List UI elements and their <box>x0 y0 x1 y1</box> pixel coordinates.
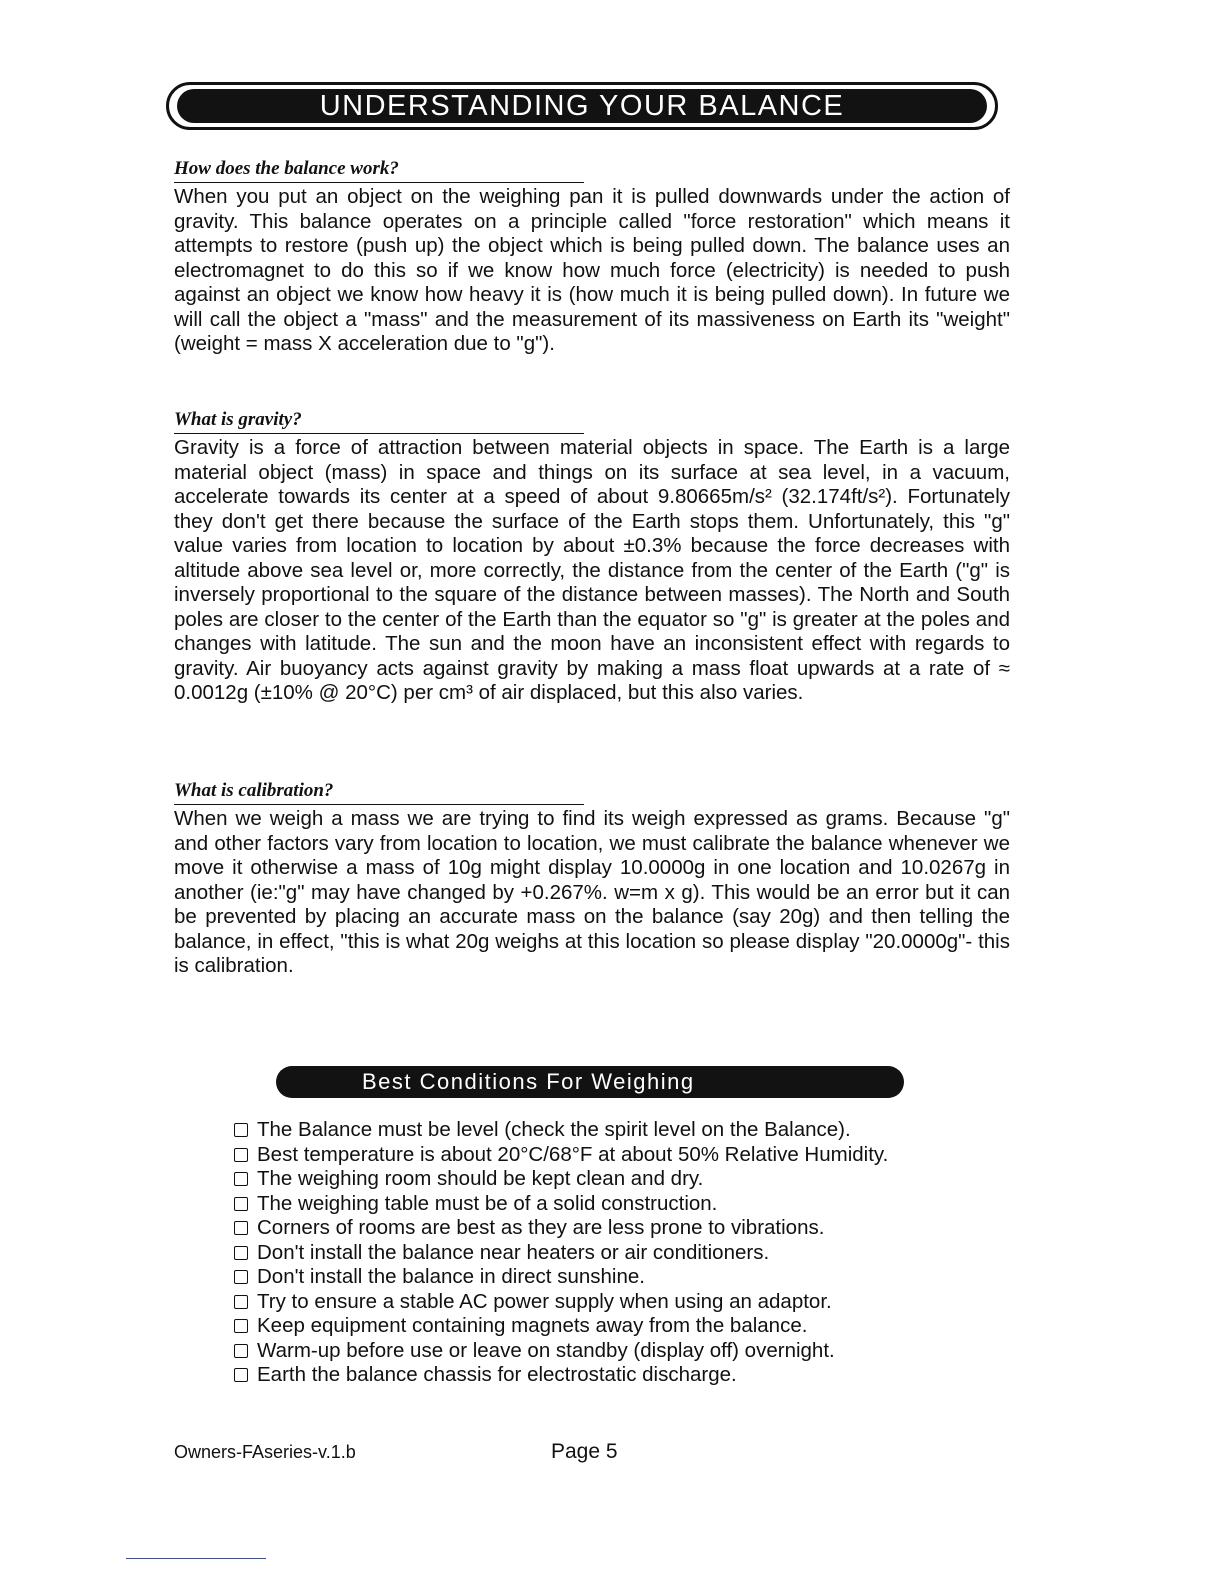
checkbox-icon <box>234 1172 248 1186</box>
list-item <box>234 1118 994 1143</box>
list-item <box>234 1290 994 1315</box>
page-number: Page 5 <box>551 1440 618 1463</box>
section-body: Gravity is a force of attraction between material objects in space. The Earth is a large material object (mass) in space and things on its surface at sea level, in a vacuum, accelerate towards its center at a speed of about 9.80665m/s² (32.174ft/s²). Fortunately they don't get there because the surface of the Earth stops them. Unfortunately, this "g" value varies from location to location by about ±0.3% because the force decreases with altitude above sea level or, more correctly, the distance from the center of the Earth ("g" is inversely proportional to the square of the distance between masses). The North and South poles are closer to the center of the Earth than the equator so "g" is greater at the poles and changes with latitude. The sun and the moon have an inconsistent effect with regards to gravity. Air buoyancy acts against gravity by making a mass float upwards at a rate of ≈ 0.0012g (±10% @ 20°C) per cm³ of air displaced, but this also varies. <box>174 436 1010 704</box>
section-heading: How does the balance work? <box>174 158 584 183</box>
section-heading: What is gravity? <box>174 409 584 434</box>
section-body: When we weigh a mass we are trying to find its weigh expressed as grams. Because "g" and other factors vary from location to location, we must calibrate the balance whenever we move it otherwise a mass of 10g might display 10.0000g in one location and 10.0267g in another (ie:"g" may have changed by +0.267%. w=m x g). This would be an error but it can be prevented by placing an accurate mass on the balance (say 20g) and then telling the balance, in effect, "this is what 20g weighs at this location so please display "20.0000g"- this is calibration. <box>174 807 1010 977</box>
section-banner <box>166 82 998 130</box>
list-item-text: Warm-up before use or leave on standby (display off) overnight. <box>257 1338 835 1362</box>
checkbox-icon <box>234 1368 248 1382</box>
section-body: When you put an object on the weighing pan it is pulled downwards under the action of gravity. This balance operates on a principle called "force restoration" which means it attempts to restore (push up) the object which is being pulled down. The balance uses an electromagnet to do this so if we know how much force (electricity) is needed to push against an object we know how heavy it is (how much it is being pulled down). In future we will call the object a "mass" and the measurement of its massiveness on Earth its "weight" (weight = mass X acceleration due to "g"). <box>174 185 1010 355</box>
list-item-text: Try to ensure a stable AC power supply when using an adaptor. <box>257 1289 832 1313</box>
list-item-text: Best temperature is about 20°C/68°F at about 50% Relative Humidity. <box>257 1142 889 1166</box>
list-item-text: Corners of rooms are best as they are less prone to vibrations. <box>257 1216 825 1239</box>
list-item <box>234 1192 994 1217</box>
list-item <box>234 1167 994 1192</box>
list-item-text: The weighing room should be kept clean and dry. <box>257 1167 704 1190</box>
section-gravity <box>174 409 1010 706</box>
list-item <box>234 1216 994 1241</box>
checkbox-icon <box>234 1270 248 1284</box>
list-item-text: Don't install the balance near heaters or air conditioners. <box>257 1240 770 1264</box>
list-item-text: The Balance must be level (check the spirit level on the Balance). <box>257 1118 851 1141</box>
list-item <box>234 1363 994 1388</box>
checkbox-icon <box>234 1197 248 1211</box>
conditions-banner <box>276 1066 904 1098</box>
section-heading: What is calibration? <box>174 780 584 805</box>
list-item-text: Keep equipment containing magnets away from the balance. <box>257 1314 808 1337</box>
list-item <box>234 1339 994 1364</box>
checkbox-icon <box>234 1123 248 1137</box>
checkbox-icon <box>234 1246 248 1260</box>
checkbox-icon <box>234 1319 248 1333</box>
list-item-text: Don't install the balance in direct sunshine. <box>257 1265 645 1288</box>
document-id: Owners-FAseries-v.1.b <box>174 1442 356 1462</box>
list-item <box>234 1314 994 1339</box>
conditions-list <box>234 1118 994 1388</box>
list-item-text: The weighing table must be of a solid construction. <box>257 1191 718 1215</box>
section-calibration <box>174 780 1010 979</box>
divider <box>126 1558 266 1559</box>
banner-fill <box>177 89 987 123</box>
list-item <box>234 1241 994 1266</box>
conditions-title: Best Conditions For Weighing <box>362 1069 695 1094</box>
checkbox-icon <box>234 1148 248 1162</box>
list-item <box>234 1265 994 1290</box>
checkbox-icon <box>234 1344 248 1358</box>
checkbox-icon <box>234 1295 248 1309</box>
checkbox-icon <box>234 1221 248 1235</box>
list-item-text: Earth the balance chassis for electrostatic discharge. <box>257 1363 737 1386</box>
section-how-it-works <box>174 158 1010 357</box>
list-item <box>234 1143 994 1168</box>
page-title: UNDERSTANDING YOUR BALANCE <box>319 89 845 122</box>
